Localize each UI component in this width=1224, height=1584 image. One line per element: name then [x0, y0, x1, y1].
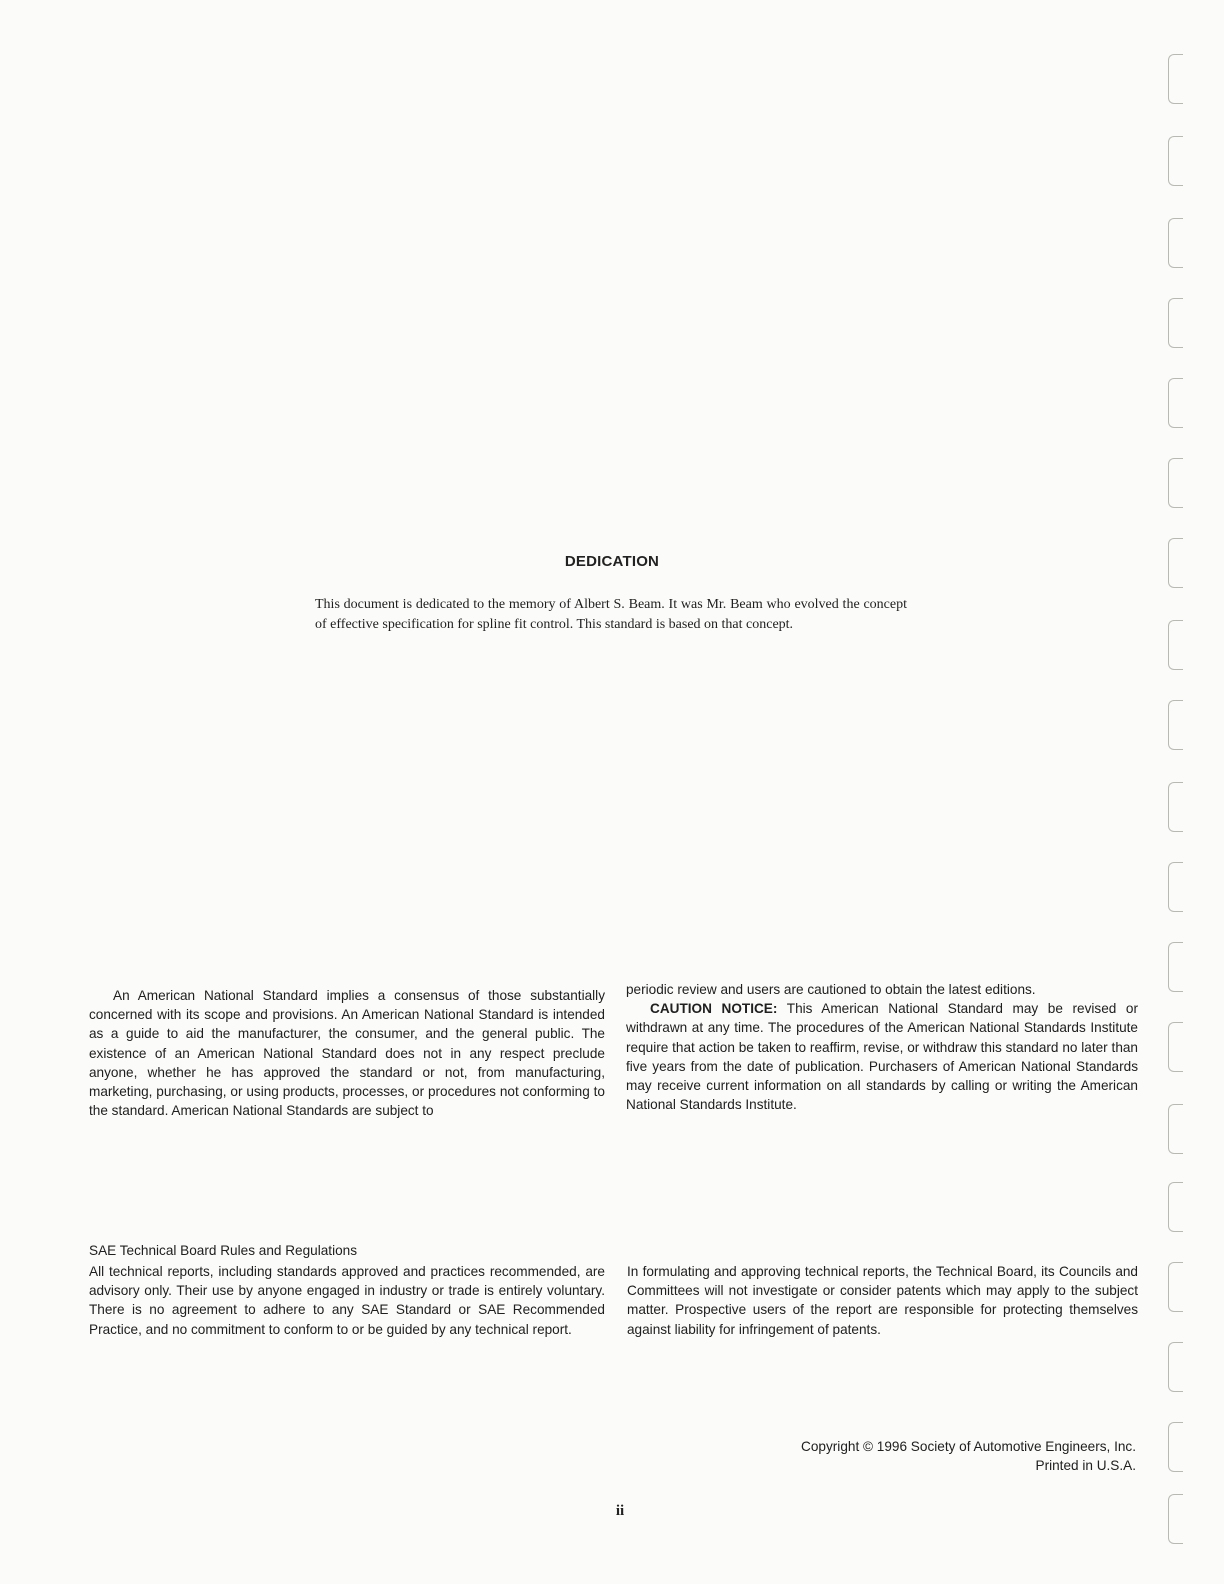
page-number: ii: [615, 1503, 625, 1519]
sae-rules-left-column: [89, 1262, 605, 1339]
binder-hole-icon: [1168, 218, 1183, 268]
binder-hole-icon: [1168, 782, 1183, 832]
sae-rules-advisory-paragraph: All technical reports, including standards approved and practices recommended, are advisory only. Their use by anyone engaged in industry or trade is entirely voluntary. There is no agreement to adhere to any SAE Standard or SAE Recommended Practice, and no commitment to conform to or be guided by any technical report.: [89, 1264, 605, 1337]
copyright-notice: Copyright © 1996 Society of Automotive Engineers, Inc.: [801, 1439, 1136, 1454]
binder-hole-icon: [1168, 1342, 1183, 1392]
binder-hole-icon: [1168, 700, 1183, 750]
ansi-notice-paragraph: An American National Standard implies a consensus of those substantially concerned with its scope and provisions. An American National Standard is intended as a guide to aid the manufacturer, the consumer, and the general public. The existence of an American National Standard does not in any respect preclude anyone, whether he has approved the standard or not, from manufacturing, marketing, purchasing, or using products, processes, or procedures not conforming to the standard. American National Standards are subject to: [89, 988, 605, 1119]
binder-hole-icon: [1168, 862, 1183, 912]
dedication-text: This document is dedicated to the memory of Albert S. Beam. It was Mr. Beam who evolved the concept of effective specification for spline fit control. This standard is based on that concept.: [315, 597, 907, 632]
ansi-notice-right-column: [626, 980, 1138, 1114]
binder-hole-icon: [1168, 298, 1183, 348]
binder-hole-icon: [1168, 1104, 1183, 1154]
binder-hole-icon: [1168, 378, 1183, 428]
binder-hole-icon: [1168, 942, 1183, 992]
sae-rules-heading: SAE Technical Board Rules and Regulations: [89, 1243, 358, 1258]
binder-hole-icon: [1168, 620, 1183, 670]
binder-hole-icon: [1168, 136, 1183, 186]
caution-notice-label: CAUTION NOTICE:: [650, 1001, 778, 1017]
sae-rules-patents-paragraph: In formulating and approving technical reports, the Technical Board, its Councils and Committees will not investigate or consider patents which may apply to the subject matter. Prospective users of the report are responsible for protecting themselves against liability for infringement of patents.: [627, 1264, 1138, 1337]
sae-rules-right-column: [627, 1262, 1138, 1339]
binder-hole-icon: [1168, 1262, 1183, 1312]
ansi-notice-left-column: [89, 986, 605, 1120]
caution-notice-text: This American National Standard may be revised or withdrawn at any time. The procedures of the American National Standards Institute require that action be taken to reaffirm, revise, or withdraw this standard no later than five years from the date of publication. Purchasers of American National Standards may receive current information on all standards by calling or writing the American National Standards Institute.: [626, 1001, 1139, 1113]
copyright-block: [676, 1437, 1136, 1475]
binder-punch-marks: [1168, 48, 1194, 1578]
dedication-title: DEDICATION: [564, 553, 660, 570]
binder-hole-icon: [1168, 1022, 1183, 1072]
binder-hole-icon: [1168, 458, 1183, 508]
binder-hole-icon: [1168, 538, 1183, 588]
printed-in-notice: Printed in U.S.A.: [1035, 1458, 1136, 1473]
ansi-notice-continuation: periodic review and users are cautioned to obtain the latest editions.: [626, 982, 1036, 997]
caution-notice-paragraph: [626, 999, 1138, 1114]
binder-hole-icon: [1168, 1422, 1183, 1472]
binder-hole-icon: [1168, 1494, 1183, 1544]
binder-hole-icon: [1168, 54, 1183, 104]
binder-hole-icon: [1168, 1182, 1183, 1232]
